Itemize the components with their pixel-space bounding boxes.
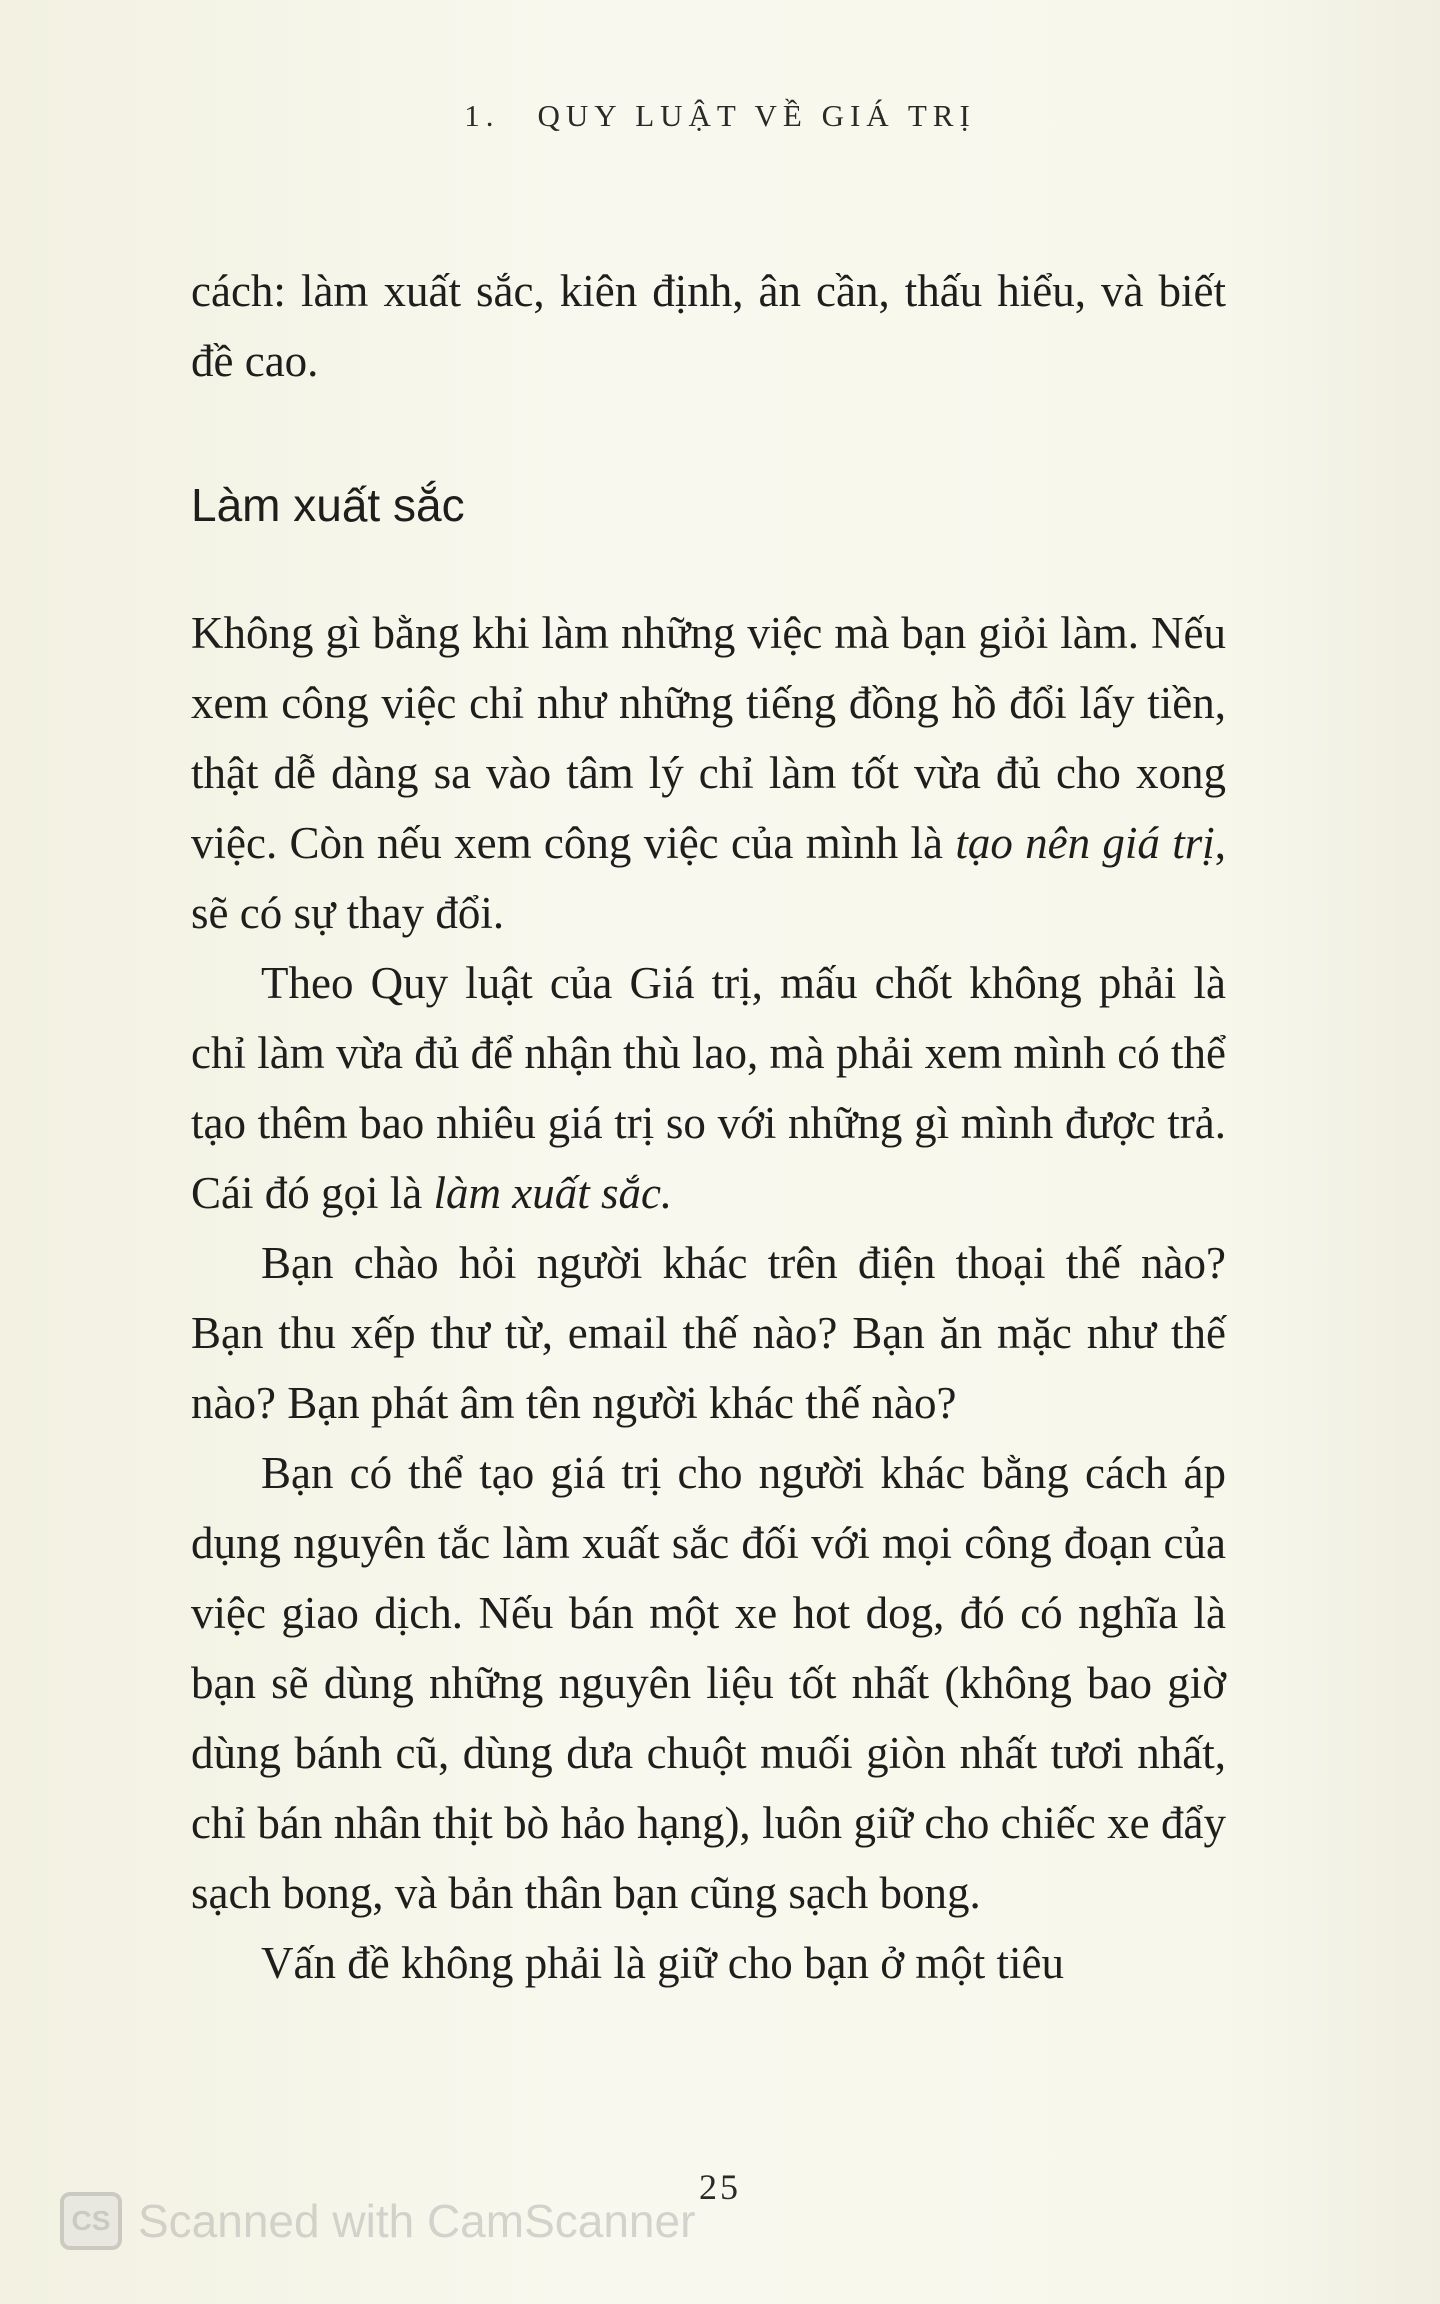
opening-paragraph: cách: làm xuất sắc, kiên định, ân cần, thấu hiểu, và biết đề cao. (191, 266, 1226, 386)
body-paragraph-3: Bạn chào hỏi người khác trên điện thoại thế nào? Bạn thu xếp thư từ, email thế nào? Bạn ăn mặc như thế nào? Bạn phát âm tên người khác thế nào? (191, 1238, 1226, 1428)
camscanner-logo-icon: CS (60, 2192, 122, 2250)
section-heading: Làm xuất sắc (191, 479, 465, 531)
paragraph-text: Theo Quy luật của Giá trị, mấu chốt không phải là chỉ làm vừa đủ để nhận thù lao, mà phải xem mình có thể tạo thêm bao nhiêu giá trị so với những gì mình được trả. Cái đó gọi là (191, 958, 1226, 1218)
body-paragraph-5: Vấn đề không phải là giữ cho bạn ở một tiêu (261, 1938, 1065, 1988)
emphasis-text: tạo nên giá trị (955, 818, 1215, 868)
chapter-title: QUY LUẬT VỀ GIÁ TRỊ (537, 98, 976, 133)
watermark-text: Scanned with CamScanner (138, 2195, 696, 2247)
scanner-watermark (60, 2192, 695, 2250)
running-head (0, 98, 1440, 134)
emphasis-text: làm xuất sắc. (433, 1168, 673, 1218)
paragraph-text: Không gì bằng khi làm những việc mà bạn giỏi làm. Nếu xem công việc chỉ như những tiếng đồng hồ đổi lấy tiền, thật dễ dàng sa vào tâm lý chỉ làm tốt vừa đủ cho xong việc. Còn nếu xem công việc của mình là (191, 608, 1226, 868)
chapter-number: 1. (464, 98, 500, 133)
paragraph-text: , sẽ có sự thay đổi. (191, 818, 1226, 938)
body-paragraph-1 (191, 598, 1226, 948)
body-paragraph-4: Bạn có thể tạo giá trị cho người khác bằng cách áp dụng nguyên tắc làm xuất sắc đối với mọi công đoạn của việc giao dịch. Nếu bán một xe hot dog, đó có nghĩa là bạn sẽ dùng những nguyên liệu tốt nhất (không bao giờ dùng bánh cũ, dùng dưa chuột muối giòn nhất tươi nhất, chỉ bán nhân thịt bò hảo hạng), luôn giữ cho chiếc xe đẩy sạch bong, và bản thân bạn cũng sạch bong. (191, 1448, 1226, 1918)
opening-text-block (191, 256, 1226, 396)
page-number: 25 (699, 2167, 741, 2207)
body-paragraph-2 (191, 948, 1226, 1228)
body-text-block (191, 598, 1226, 1998)
